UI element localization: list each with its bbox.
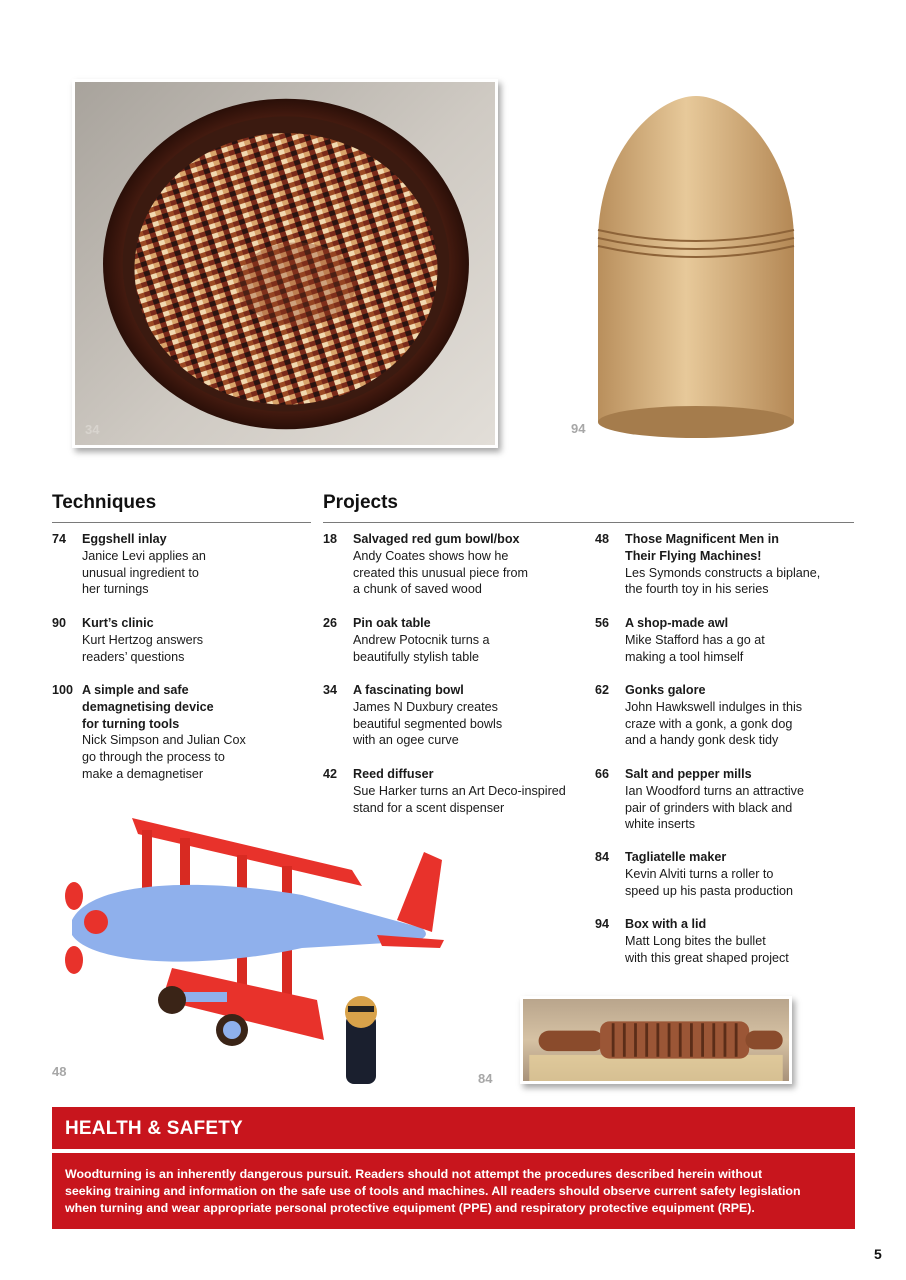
entry-title-line: for turning tools: [82, 716, 180, 731]
entry-title: Reed diffuser: [353, 767, 434, 781]
toc-entry[interactable]: [595, 615, 855, 665]
entry-desc-line: and a handy gonk desk tidy: [625, 733, 779, 748]
entry-desc-line: beautiful segmented bowls: [353, 716, 503, 731]
entry-page-number: 66: [595, 767, 610, 781]
page-number: 5: [874, 1246, 882, 1262]
entry-title: A fascinating bowl: [353, 683, 464, 697]
pasta-roller-photo: [520, 996, 792, 1084]
entry-page-number: 56: [595, 616, 610, 630]
toc-entry[interactable]: [323, 615, 583, 665]
entry-title: Kurt’s clinic: [82, 616, 154, 630]
health-safety-header: [52, 1107, 855, 1149]
entry-title: Salt and pepper mills: [625, 767, 752, 781]
entry-desc-line: beautifully stylish table: [353, 649, 480, 664]
entry-desc-line: the fourth toy in his series: [625, 582, 769, 597]
toc-entry[interactable]: [595, 849, 855, 899]
entry-desc-line: readers’ questions: [82, 649, 185, 664]
entry-desc-line: go through the process to: [82, 750, 225, 765]
health-safety-notice: [52, 1153, 855, 1229]
toc-entry[interactable]: [52, 615, 302, 665]
entry-page-number: 62: [595, 683, 610, 697]
entry-title: Eggshell inlay: [82, 532, 167, 546]
segmented-bowl-photo: [72, 79, 498, 448]
techniques-heading: Techniques: [52, 492, 157, 513]
roller-page-ref: 84: [478, 1071, 493, 1086]
toc-entry[interactable]: [595, 766, 855, 833]
entry-title-line: Those Magnificent Men in: [625, 532, 779, 546]
techniques-rule: [52, 522, 311, 523]
entry-desc-line: with this great shaped project: [625, 950, 789, 965]
entry-page-number: 26: [323, 616, 338, 630]
entry-page-number: 90: [52, 616, 67, 630]
segmented-bowl-illustration: [75, 82, 495, 445]
entry-page-number: 74: [52, 532, 67, 546]
entry-desc-line: Nick Simpson and Julian Cox: [82, 733, 246, 748]
entry-desc-line: with an ogee curve: [353, 733, 459, 748]
entry-desc-line: James N Duxbury creates: [353, 699, 498, 714]
projects-rule: [323, 522, 854, 523]
entry-desc-line: Ian Woodford turns an attractive: [625, 783, 804, 798]
entry-page-number: 48: [595, 532, 610, 546]
entry-desc-line: Matt Long bites the bullet: [625, 933, 766, 948]
projects-heading: Projects: [323, 492, 398, 513]
entry-title: Tagliatelle maker: [625, 850, 727, 864]
toy-biplane-photo: [52, 800, 462, 1090]
entry-title-line: demagnetising device: [82, 699, 214, 714]
entry-desc-line: Andy Coates shows how he: [353, 548, 509, 563]
wooden-box-illustration: [586, 92, 806, 442]
entry-desc-line: Kurt Hertzog answers: [82, 632, 204, 647]
entry-title-line: A simple and safe: [82, 683, 189, 697]
entry-desc-line: Mike Stafford has a go at: [625, 632, 765, 647]
entry-desc-line: Kevin Alviti turns a roller to: [625, 866, 774, 881]
entry-page-number: 34: [323, 683, 338, 697]
wooden-box-photo: [586, 92, 806, 442]
entry-title: Box with a lid: [625, 917, 707, 931]
entry-title: Pin oak table: [353, 616, 431, 630]
entry-page-number: 42: [323, 767, 338, 781]
health-safety-line: Woodturning is an inherently dangerous pursuit. Readers should not attempt the procedures described herein without: [65, 1167, 763, 1181]
entry-title: A shop-made awl: [625, 616, 729, 630]
toc-entry[interactable]: [323, 682, 583, 749]
health-safety-line: seeking training and information on the safe use of tools and machines. All readers should observe current safety legislation: [65, 1183, 801, 1198]
entry-title-line: Their Flying Machines!: [625, 548, 762, 563]
toc-entry[interactable]: [595, 916, 855, 966]
toc-entry[interactable]: [52, 682, 302, 783]
health-safety-line: when turning and wear appropriate personal protective equipment (PPE) and respiratory protective equipment (RPE).: [65, 1200, 755, 1215]
entry-title: Salvaged red gum bowl/box: [353, 532, 520, 546]
entry-desc-line: stand for a scent dispenser: [353, 800, 505, 815]
entry-desc-line: unusual ingredient to: [82, 565, 199, 580]
entry-desc-line: craze with a gonk, a gonk dog: [625, 716, 793, 731]
toy-biplane-illustration: [52, 800, 462, 1090]
entry-desc-line: speed up his pasta production: [625, 883, 794, 898]
entry-desc-line: white inserts: [625, 817, 695, 832]
entry-title: Gonks galore: [625, 683, 706, 697]
entry-page-number: 100: [52, 683, 74, 697]
entry-desc-line: a chunk of saved wood: [353, 582, 482, 597]
plane-page-ref: 48: [52, 1064, 67, 1079]
entry-page-number: 94: [595, 917, 610, 931]
bowl-page-ref: 34: [85, 422, 100, 437]
entry-desc-line: making a tool himself: [625, 649, 744, 664]
toc-entry[interactable]: [323, 531, 583, 598]
entry-desc-line: Andrew Potocnik turns a: [353, 632, 490, 647]
toc-entry[interactable]: [52, 531, 302, 598]
entry-page-number: 18: [323, 532, 338, 546]
entry-desc-line: Janice Levi applies an: [82, 548, 206, 563]
health-safety-title: HEALTH & SAFETY: [65, 1118, 243, 1139]
toc-entry[interactable]: [595, 531, 855, 598]
entry-desc-line: her turnings: [82, 582, 149, 597]
toc-entry[interactable]: [595, 682, 855, 749]
pasta-roller-illustration: [523, 999, 789, 1081]
entry-page-number: 84: [595, 850, 610, 864]
entry-desc-line: John Hawkswell indulges in this: [625, 699, 803, 714]
entry-desc-line: created this unusual piece from: [353, 565, 529, 580]
box-page-ref: 94: [571, 421, 586, 436]
entry-desc-line: pair of grinders with black and: [625, 800, 793, 815]
entry-desc-line: Sue Harker turns an Art Deco-inspired: [353, 783, 566, 798]
entry-desc-line: make a demagnetiser: [82, 766, 204, 781]
entry-desc-line: Les Symonds constructs a biplane,: [625, 565, 821, 580]
